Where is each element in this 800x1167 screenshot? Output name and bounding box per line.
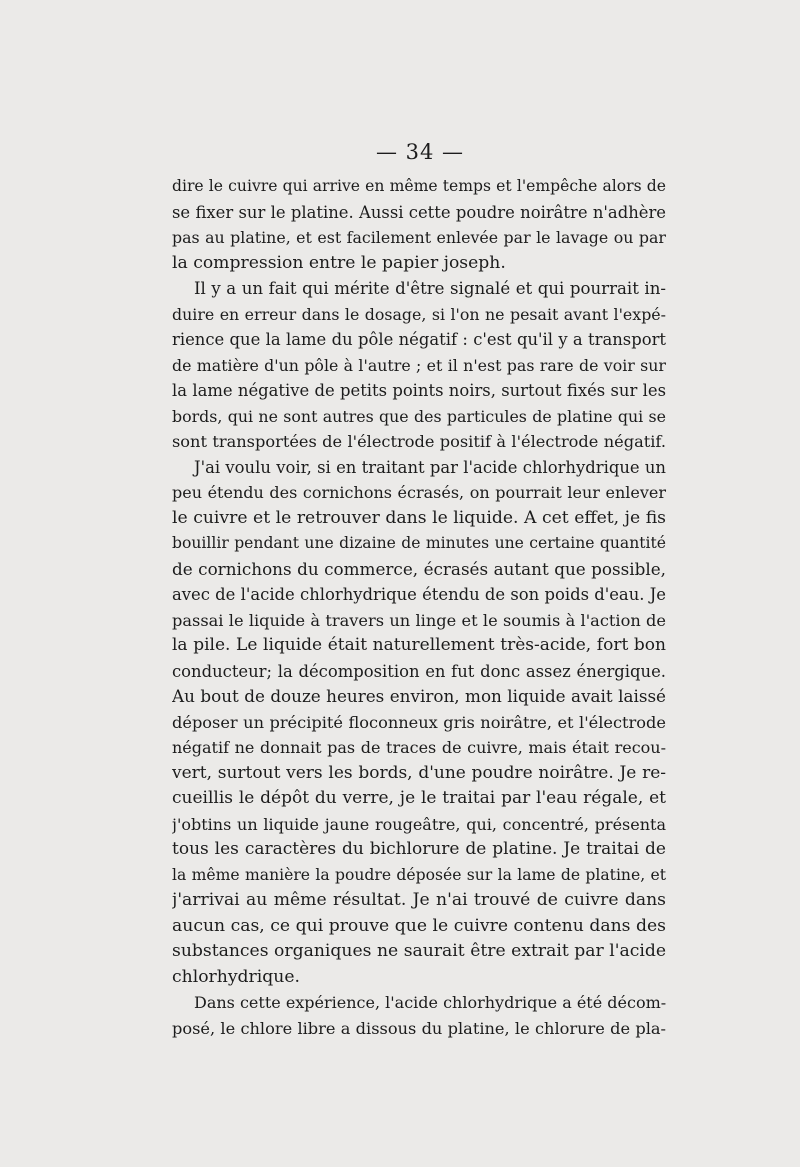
text-line: peu étendu des cornichons écrasés, on pourrait leur enlever bbox=[172, 483, 666, 502]
body-text bbox=[172, 174, 666, 1041]
text-line: la même manière la poudre déposée sur la lame de platine, et bbox=[172, 865, 666, 884]
text-line: sont transportées de l'électrode positif à l'électrode négatif. bbox=[172, 432, 666, 451]
text-line: déposer un précipité floconneux gris noirâtre, et l'électrode bbox=[172, 712, 666, 732]
text-line: j'arrivai au même résultat. Je n'ai trouvé de cuivre dans bbox=[172, 890, 666, 910]
text-line: dire le cuivre qui arrive en même temps et l'empêche alors de bbox=[172, 177, 666, 195]
text-line: rience que la lame du pôle négatif : c'est qu'il y a transport bbox=[172, 330, 666, 349]
text-line: avec de l'acide chlorhydrique étendu de son poids d'eau. Je bbox=[172, 585, 666, 604]
text-line: la compression entre le papier joseph. bbox=[172, 252, 506, 273]
page-number: — 34 — bbox=[375, 140, 465, 164]
text-line: de matière d'un pôle à l'autre ; et il n'est pas rare de voir sur bbox=[172, 355, 666, 375]
text-line: conducteur; la décomposition en fut donc assez énergique. bbox=[172, 661, 666, 681]
text-line: de cornichons du commerce, écrasés autant que possible, bbox=[172, 558, 666, 579]
text-line: le cuivre et le retrouver dans le liquide. A cet effet, je fis bbox=[172, 507, 666, 528]
text-line: la lame négative de petits points noirs, surtout fixés sur les bbox=[172, 381, 666, 400]
text-line: la pile. Le liquide était naturellement très-acide, fort bon bbox=[172, 635, 666, 655]
text-line: posé, le chlore libre a dissous du platine, le chlorure de pla- bbox=[172, 1018, 666, 1038]
text-line: substances organiques ne saurait être extrait par l'acide bbox=[172, 941, 666, 961]
text-line: cueillis le dépôt du verre, je le traitai par l'eau régale, et bbox=[172, 788, 666, 808]
text-line: passai le liquide à travers un linge et le soumis à l'action de bbox=[172, 610, 666, 630]
text-line: j'obtins un liquide jaune rougeâtre, qui, concentré, présenta bbox=[172, 814, 666, 834]
text-line: bouillir pendant une dizaine de minutes une certaine quantité bbox=[172, 534, 666, 552]
text-line: négatif ne donnait pas de traces de cuivre, mais était recou- bbox=[172, 738, 666, 757]
text-line: duire en erreur dans le dosage, si l'on ne pesait avant l'expé- bbox=[172, 304, 666, 324]
text-line: vert, surtout vers les bords, d'une poudre noirâtre. Je re- bbox=[172, 762, 666, 783]
text-line: pas au platine, et est facilement enlevée par le lavage ou par bbox=[172, 228, 666, 247]
paragraph-first-line: J'ai voulu voir, si en traitant par l'acide chlorhydrique un bbox=[194, 457, 666, 477]
text-line: aucun cas, ce qui prouve que le cuivre contenu dans des bbox=[172, 915, 666, 936]
text-line: Au bout de douze heures environ, mon liquide avait laissé bbox=[172, 686, 666, 706]
text-line: chlorhydrique. bbox=[172, 966, 300, 987]
text-line: tous les caractères du bichlorure de platine. Je traitai de bbox=[172, 839, 666, 859]
paragraph-first-line: Il y a un fait qui mérite d'être signalé et qui pourrait in- bbox=[194, 279, 666, 298]
text-line: bords, qui ne sont autres que des particules de platine qui se bbox=[172, 406, 666, 426]
text-line: se fixer sur le platine. Aussi cette poudre noirâtre n'adhère bbox=[172, 202, 666, 222]
paragraph-first-line: Dans cette expérience, l'acide chlorhydrique a été décom- bbox=[194, 993, 666, 1012]
